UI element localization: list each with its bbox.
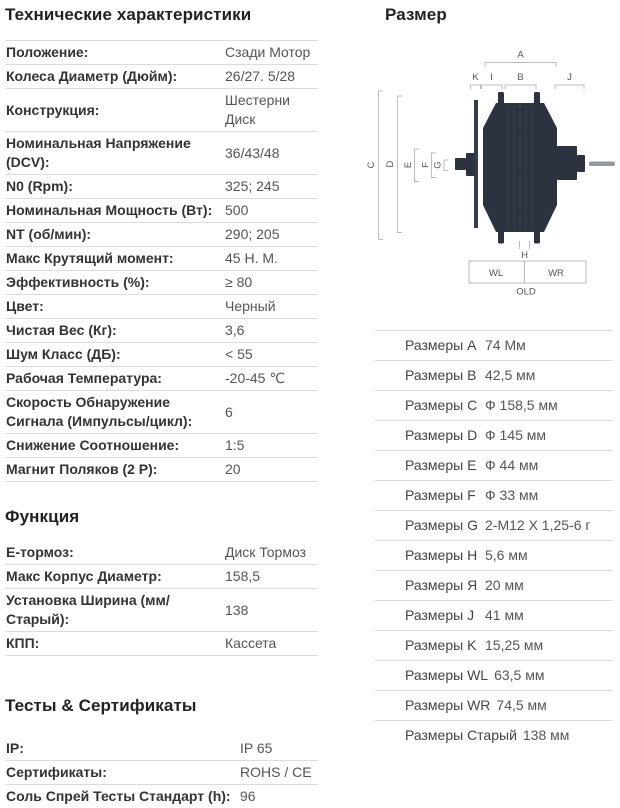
dimension-value: 74 Мм — [485, 337, 526, 353]
motor-dimension-diagram — [362, 38, 620, 300]
dimension-row — [375, 691, 613, 721]
spec-label: Чистая Вес (Кг): — [6, 322, 117, 338]
dimension-value: 15,25 мм — [485, 637, 544, 653]
specs-column — [5, 4, 318, 808]
dim-label-j: J — [567, 72, 572, 83]
dimension-row — [375, 421, 613, 451]
section-title-size: Размер — [385, 5, 447, 24]
dimension-row — [375, 601, 613, 631]
dimension-label: Размеры WR — [405, 697, 491, 713]
section-title-specs: Технические характеристики — [5, 5, 252, 24]
spec-row — [5, 343, 318, 367]
dim-label-wl: WL — [488, 268, 504, 279]
dimension-label: Размеры F — [405, 487, 476, 503]
spec-value: 138 — [225, 601, 249, 618]
dimension-label: Размеры Старый — [405, 727, 517, 743]
dim-label-wr: WR — [548, 268, 564, 279]
spec-label: Е-тормоз: — [6, 544, 74, 560]
spec-label: Установка Ширина (мм/ Старый): — [6, 592, 170, 627]
spec-label: NT (об/мин): — [6, 226, 92, 242]
spec-label: Макс Крутящий момент: — [6, 250, 174, 266]
dimension-value: 74,5 мм — [496, 697, 547, 713]
spec-value: Черный — [225, 298, 276, 314]
dim-label-h: H — [521, 250, 528, 261]
spec-label: Соль Спрей Тесты Стандарт (h): — [6, 788, 231, 804]
spec-row — [5, 271, 318, 295]
dimension-value: 41 мм — [485, 607, 524, 623]
spec-row — [5, 65, 318, 89]
dimension-value: 63,5 мм — [494, 667, 545, 683]
spec-row — [5, 175, 318, 199]
spec-row — [5, 41, 318, 65]
spec-row — [5, 367, 318, 391]
dimension-value: 138 мм — [522, 727, 570, 743]
axle-right-step — [577, 155, 585, 172]
dimension-label: Размеры WL — [405, 667, 489, 683]
spec-value: 96 — [240, 788, 256, 804]
axle-rod — [589, 162, 615, 167]
spec-row — [5, 458, 318, 482]
dimension-label: Размеры C — [405, 397, 478, 413]
spec-value: 1:5 — [225, 437, 245, 453]
spec-value: 290; 205 — [225, 226, 280, 242]
spec-row — [5, 737, 318, 761]
dim-label-i: I — [490, 72, 493, 83]
spec-label: IP: — [6, 740, 24, 756]
section-title-tests: Тесты & Сертификаты — [5, 696, 197, 715]
section-title-function: Функция — [5, 507, 80, 526]
spec-value: 26/27. 5/28 — [225, 68, 296, 84]
spec-row — [5, 295, 318, 319]
spec-value: 158,5 — [225, 568, 261, 584]
spec-row — [5, 761, 318, 785]
dim-label-k: K — [472, 72, 479, 83]
dimension-value: 5,6 мм — [485, 547, 528, 563]
spec-value: ≥ 80 — [225, 274, 253, 290]
spec-row — [5, 247, 318, 271]
dimension-value: Ф 33 мм — [485, 487, 539, 503]
spec-label: Скорость Обнаружение Сигнала (Импульсы/цикл): — [6, 394, 193, 429]
spec-label: Номинальная Мощность (Вт): — [6, 202, 213, 218]
dimension-row — [375, 481, 613, 511]
dim-label-a: A — [517, 49, 524, 61]
dimension-row — [375, 331, 613, 361]
specs-table — [5, 40, 318, 482]
spec-label: Магнит Поляков (2 P): — [6, 461, 158, 477]
spec-label: N0 (Rpm): — [6, 178, 73, 194]
spec-row — [5, 199, 318, 223]
spec-value: 3,6 — [225, 322, 245, 338]
dimension-value: Ф 145 мм — [485, 427, 547, 443]
dim-label-f: F — [420, 162, 432, 168]
spec-label: Рабочая Температура: — [6, 370, 162, 386]
tests-table — [5, 737, 318, 808]
dimension-label: Размеры K — [405, 637, 477, 653]
spec-label: Снижение Соотношение: — [6, 437, 180, 453]
spec-label: Цвет: — [6, 298, 44, 314]
dimension-row — [375, 511, 613, 541]
dim-label-b: B — [517, 72, 524, 83]
spec-value: ROHS / CE — [240, 764, 312, 780]
spec-value: Шестерни Диск — [225, 92, 290, 127]
dimension-row — [375, 451, 613, 481]
dimension-row — [375, 541, 613, 571]
spec-row — [5, 319, 318, 343]
spec-value: IP 65 — [240, 740, 273, 756]
dimensions-table — [375, 330, 613, 750]
dim-label-c: C — [366, 161, 377, 169]
spec-value: Кассета — [225, 635, 277, 651]
dimension-label: Размеры B — [405, 367, 477, 383]
spec-row — [5, 434, 318, 458]
spec-row — [5, 785, 318, 808]
spec-label: Колеса Диаметр (Дюйм): — [6, 68, 178, 84]
spec-value: 36/43/48 — [225, 144, 280, 161]
dimension-value: Ф 158,5 мм — [485, 397, 558, 413]
dimension-row — [375, 391, 613, 421]
spec-row — [5, 565, 318, 589]
spec-row — [5, 391, 318, 434]
dimension-row — [375, 571, 613, 601]
spec-value: 20 — [225, 461, 241, 477]
spec-value: 500 — [225, 202, 249, 218]
function-table — [5, 541, 318, 656]
axle-left-step — [466, 153, 475, 176]
dimension-value: 42,5 мм — [485, 367, 536, 383]
spec-value: Сзади Мотор — [225, 44, 311, 60]
dimension-row — [375, 361, 613, 391]
spec-value: Диск Тормоз — [225, 544, 307, 560]
spec-row — [5, 223, 318, 247]
dimension-value: Ф 44 мм — [485, 457, 539, 473]
spec-label: КПП: — [6, 635, 40, 651]
spec-label: Номинальная Напряжение (DCV): — [6, 135, 191, 170]
dimension-value: 20 мм — [485, 577, 524, 593]
spec-row — [5, 89, 318, 132]
dimension-row — [375, 721, 613, 750]
dimension-label: Размеры H — [405, 547, 478, 563]
spec-label: Шум Класс (ДБ): — [6, 346, 121, 362]
cassette-block — [557, 146, 577, 180]
spec-row — [5, 541, 318, 565]
spec-value: 45 Н. М. — [225, 250, 278, 266]
dimension-value: 2-M12 X 1,25-6 г — [485, 517, 591, 533]
dimension-label: Размеры D — [405, 427, 478, 443]
dimension-label: Размеры Я — [405, 577, 478, 593]
dim-label-g: G — [432, 161, 444, 169]
spec-value: 6 — [225, 403, 233, 420]
dimension-label: Размеры A — [405, 337, 477, 353]
size-column — [366, 4, 613, 750]
dimension-row — [375, 631, 613, 661]
spec-value: < 55 — [225, 346, 253, 362]
spec-label: Макс Корпус Диаметр: — [6, 568, 162, 584]
dim-label-e: E — [403, 161, 414, 169]
spec-value: -20-45 ℃ — [225, 370, 286, 386]
spec-row — [5, 132, 318, 175]
spec-label: Положение: — [6, 44, 89, 60]
dimension-label: Размеры G — [405, 517, 478, 533]
spec-label: Сертификаты: — [6, 764, 107, 780]
dimension-label: Размеры E — [405, 457, 477, 473]
spec-value: 325; 245 — [225, 178, 280, 194]
spec-label: Эффективность (%): — [6, 274, 150, 290]
dim-label-old: OLD — [516, 286, 536, 298]
dim-label-d: D — [385, 160, 396, 168]
spec-label: Конструкция: — [6, 101, 100, 118]
dimension-label: Размеры J — [405, 607, 475, 623]
axle-left-end — [455, 158, 466, 170]
motor-body — [455, 92, 615, 244]
dimension-row — [375, 661, 613, 691]
spec-row — [5, 632, 318, 656]
spec-row — [5, 589, 318, 632]
